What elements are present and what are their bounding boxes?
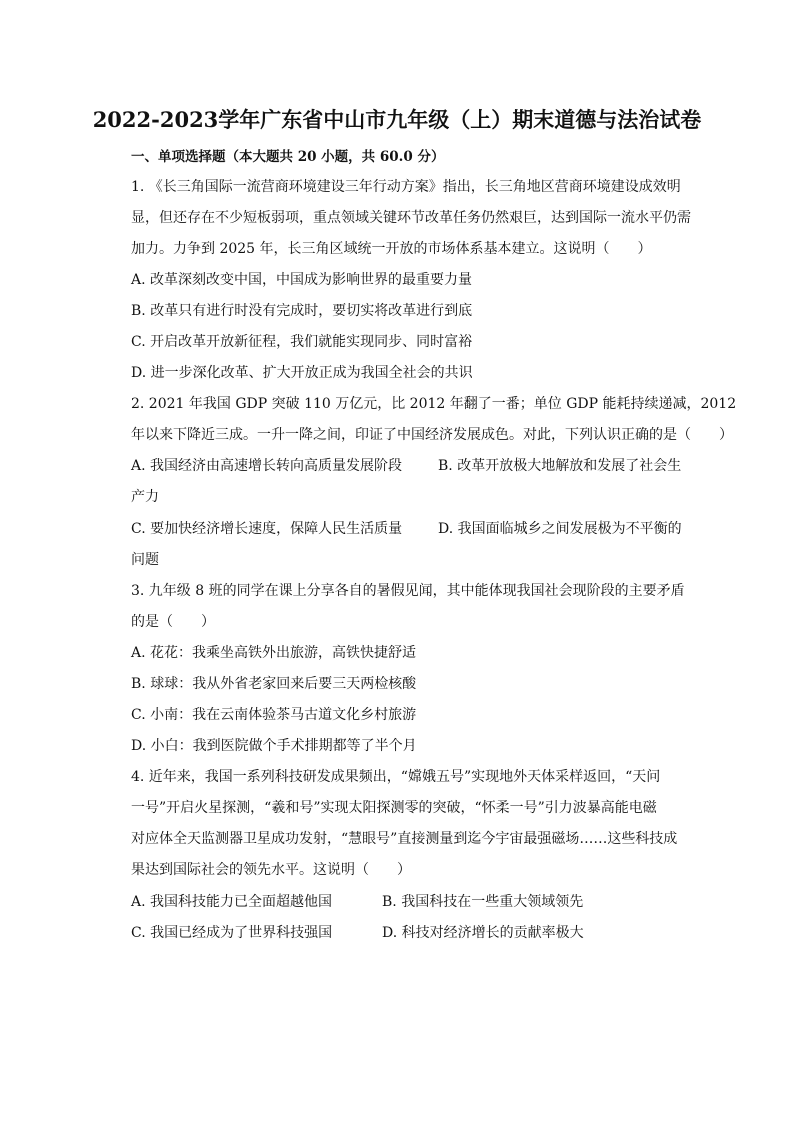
- q4-stem-line-4: 果达到国际社会的领先水平。这说明（ ）: [131, 862, 411, 878]
- q4-option-a: A. 我国科技能力已全面超越他国: [131, 894, 333, 910]
- q3-stem-line-2: 的是（ ）: [131, 614, 215, 630]
- q2-option-b: B. 改革开放极大地解放和发展了社会生: [438, 458, 682, 474]
- q3-option-b: B. 球球：我从外省老家回来后要三天两检核酸: [131, 676, 417, 692]
- q4-stem-line-3: 对应体全天监测器卫星成功发射，“慧眼号”直接测量到迄今宇宙最强磁场……这些科技成: [131, 831, 678, 847]
- q3-stem-line-1: 3. 九年级 8 班的同学在课上分享各自的暑假见闻，其中能体现我国社会现阶段的主要矛盾: [131, 583, 685, 599]
- q3-option-d: D. 小白：我到医院做个手术排期都等了半个月: [131, 738, 417, 754]
- q1-option-c: C. 开启改革开放新征程，我们就能实现同步、同时富裕: [131, 334, 473, 350]
- q3-option-a: A. 花花：我乘坐高铁外出旅游，高铁快捷舒适: [131, 645, 417, 661]
- q3-option-c: C. 小南：我在云南体验茶马古道文化乡村旅游: [131, 707, 417, 723]
- q4-option-b: B. 我国科技在一些重大领域领先: [382, 894, 584, 910]
- q4-stem-line-1: 4. 近年来，我国一系列科技研发成果频出，“嫦娥五号”实现地外天体采样返回，“天问: [131, 769, 661, 785]
- q1-stem-line-3: 加力。力争到 2025 年，长三角区域统一开放的市场体系基本建立。这说明（ ）: [131, 241, 652, 257]
- q4-stem-line-2: 一号”开启火星探测，“羲和号”实现太阳探测零的突破，“怀柔一号”引力波暴高能电磁: [131, 800, 657, 816]
- q1-stem-line-1: 1. 《长三角国际一流营商环境建设三年行动方案》指出，长三角地区营商环境建设成效明: [131, 179, 681, 195]
- q2-stem-line-1: 2. 2021 年我国 GDP 突破 110 万亿元，比 2012 年翻了一番；单位 GDP 能耗持续递减，2012: [131, 396, 737, 412]
- q2-option-d-continued: 问题: [131, 552, 159, 568]
- q2-option-d: D. 我国面临城乡之间发展极为不平衡的: [438, 521, 682, 537]
- q2-stem-line-2: 年以来下降近三成。一升一降之间，印证了中国经济发展成色。对此，下列认识正确的是（ ）: [131, 427, 733, 443]
- q4-option-d: D. 科技对经济增长的贡献率极大: [382, 925, 584, 941]
- q1-option-a: A. 改革深刻改变中国，中国成为影响世界的最重要力量: [131, 272, 473, 288]
- q4-option-c: C. 我国已经成为了世界科技强国: [131, 925, 333, 941]
- q2-option-a: A. 我国经济由高速增长转向高质量发展阶段: [131, 458, 403, 474]
- page-title: 2022-2023学年广东省中山市九年级（上）期末道德与法治试卷: [92, 107, 702, 132]
- q2-option-b-continued: 产力: [131, 489, 159, 505]
- q2-option-c: C. 要加快经济增长速度，保障人民生活质量: [131, 521, 403, 537]
- section-heading: 一、单项选择题（本大题共 20 小题，共 60.0 分）: [131, 149, 445, 165]
- q1-option-b: B. 改革只有进行时没有完成时，要切实将改革进行到底: [131, 303, 473, 319]
- q1-stem-line-2: 显，但还存在不少短板弱项，重点领域关键环节改革任务仍然艰巨，达到国际一流水平仍需: [131, 210, 691, 226]
- q1-option-d: D. 进一步深化改革、扩大开放正成为我国全社会的共识: [131, 365, 473, 381]
